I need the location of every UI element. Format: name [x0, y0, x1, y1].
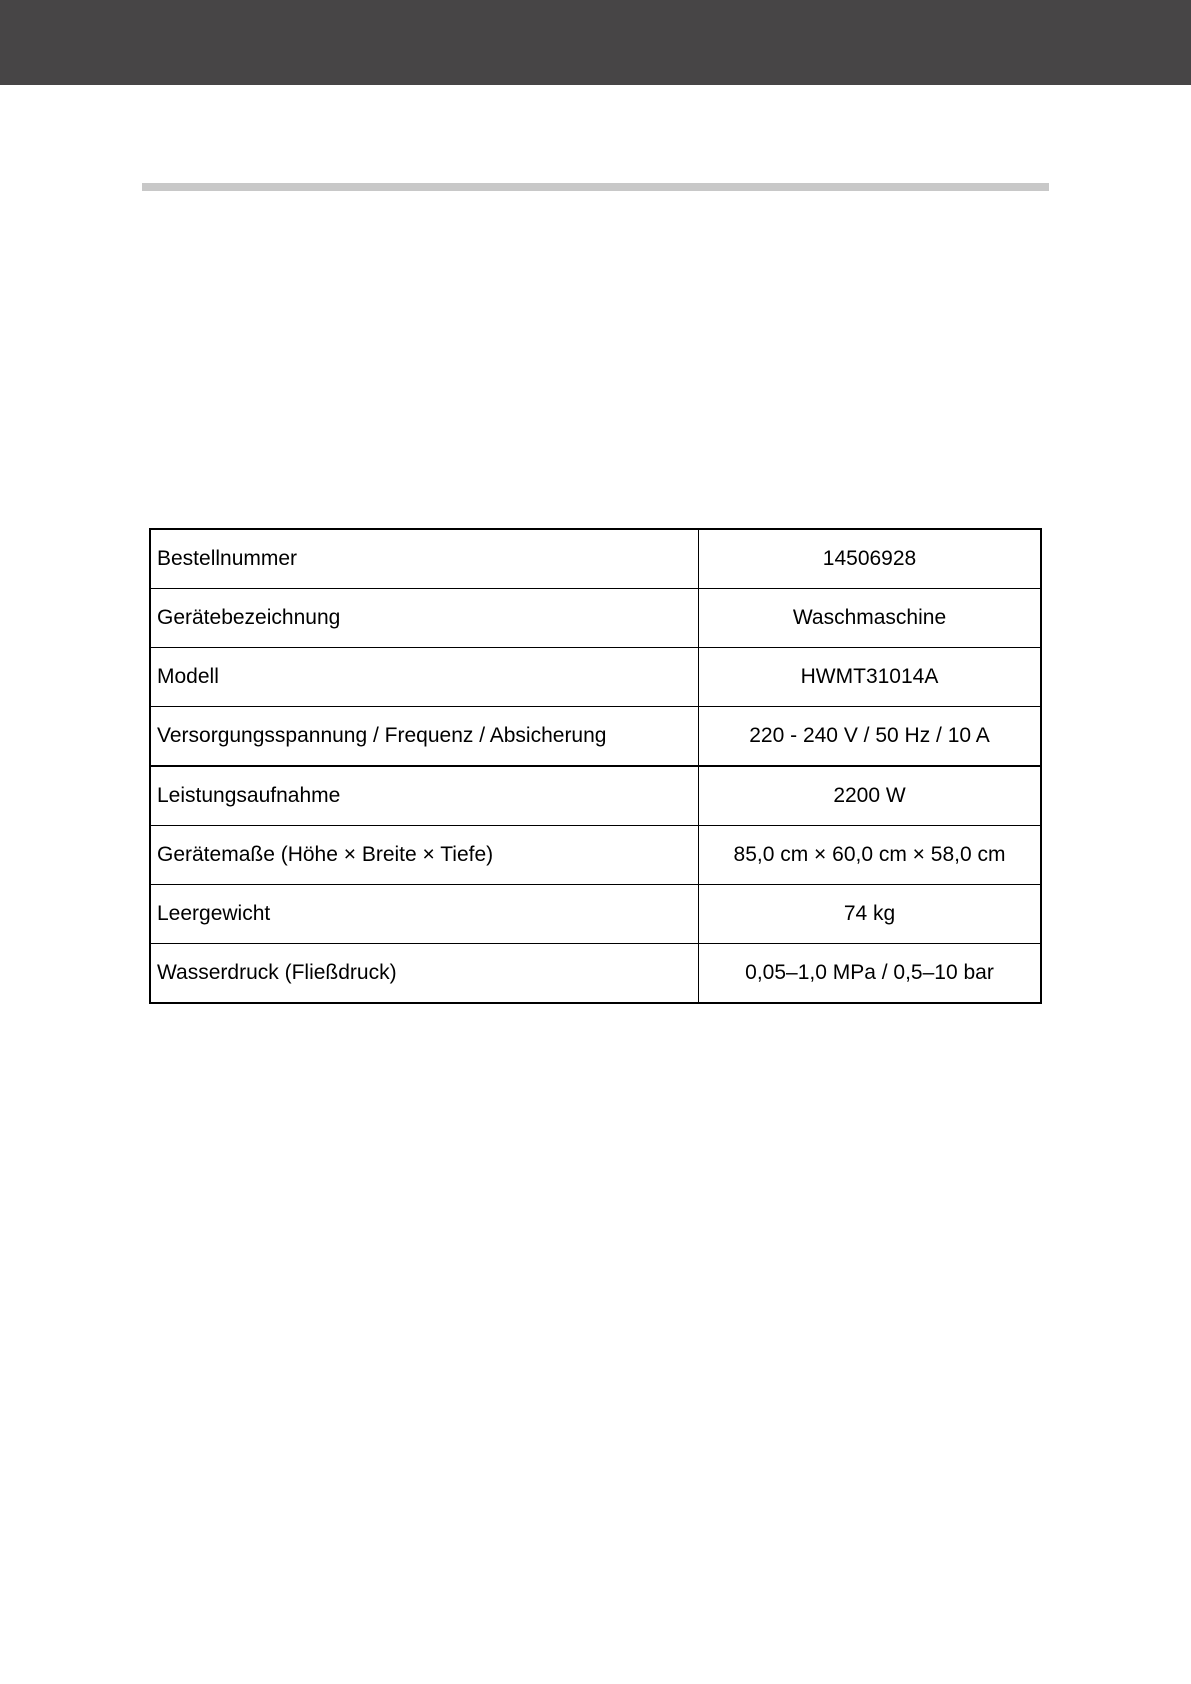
table-row [150, 826, 1041, 885]
row-label: Gerätebezeichnung [150, 589, 699, 648]
row-value: 14506928 [699, 529, 1042, 589]
row-label: Gerätemaße (Höhe × Breite × Tiefe) [150, 826, 699, 885]
row-value: 0,05–1,0 MPa / 0,5–10 bar [699, 944, 1042, 1004]
row-value: 220 - 240 V / 50 Hz / 10 A [699, 707, 1042, 767]
row-value: HWMT31014A [699, 648, 1042, 707]
table-row [150, 589, 1041, 648]
table-row [150, 707, 1041, 767]
row-value: 74 kg [699, 885, 1042, 944]
row-value: Waschmaschine [699, 589, 1042, 648]
table-row [150, 885, 1041, 944]
row-label: Versorgungsspannung / Frequenz / Absicherung [150, 707, 699, 767]
table-row [150, 766, 1041, 826]
technical-data-table [149, 528, 1042, 1004]
row-value: 85,0 cm × 60,0 cm × 58,0 cm [699, 826, 1042, 885]
row-label: Leistungsaufnahme [150, 766, 699, 826]
row-label: Bestellnummer [150, 529, 699, 589]
table-row [150, 648, 1041, 707]
table-row [150, 944, 1041, 1004]
section-divider [142, 183, 1049, 191]
header-bar [0, 0, 1191, 85]
table-row [150, 529, 1041, 589]
row-value: 2200 W [699, 766, 1042, 826]
row-label: Leergewicht [150, 885, 699, 944]
row-label: Modell [150, 648, 699, 707]
row-label: Wasserdruck (Fließdruck) [150, 944, 699, 1004]
